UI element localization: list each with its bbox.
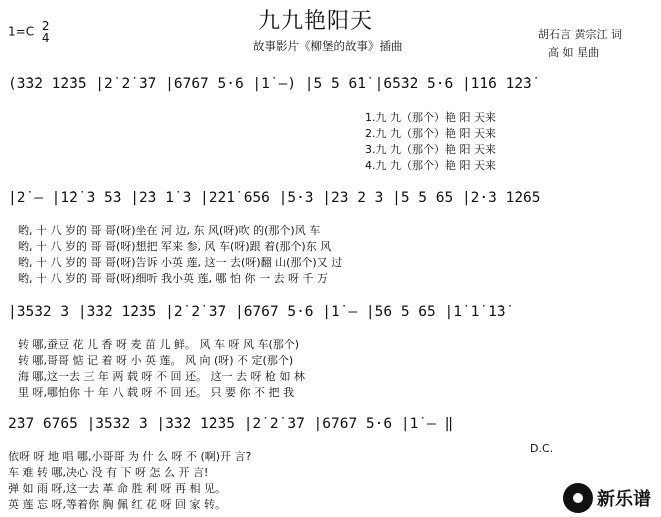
- song-subtitle: 故事影片《柳堡的故事》插曲: [253, 39, 403, 53]
- lyric-2-1: 哟, 十 八 岁的 哥 哥(呀)坐在 河 边, 东 风(呀)吹 的(那个)风 车: [18, 224, 321, 237]
- lyric-4-4: 英 莲 忘 呀,等着你 胸 佩 红 花 呀 回 家 转。: [8, 498, 226, 511]
- lyric-2-2: 哟, 十 八 岁的 哥 哥(呀)想把 军来 参, 风 车(呀)跟 着(那个)东 风: [18, 240, 332, 253]
- da-capo-mark: D.C.: [530, 442, 554, 455]
- lyric-3-1: 转 哪,蚕豆 花 儿 香 呀 麦 苗 儿 鲜。 风 车 呀 风 车(那个): [18, 338, 300, 351]
- lyric-1-3: 3.九 九（那个）艳 阳 天来: [365, 143, 496, 156]
- notation-line-2: |2̇ – |1̇2̇ 3 5̇3 |2̇3 1̇ 3 |2̇2̇1̇ 656 |5·3 |23 2 3 |5 5 65 |2·3 1̇265: [8, 190, 541, 206]
- lyric-1-2: 2.九 九（那个）艳 阳 天来: [365, 127, 496, 140]
- lyric-3-4: 里 呀,哪怕你 十 年 八 载 呀 不 回 还。 只 要 你 不 把 我: [18, 386, 294, 399]
- notation-line-4: 2̇37 6765 |3532 3 |3̇3̇2 1̇2̇3̇5 |2̇ 2̇ 3̇7 |6767 5·6 |1̇ – ‖: [8, 416, 454, 432]
- site-logo: [563, 483, 651, 513]
- time-signature-top: 2: [41, 19, 50, 33]
- notation-line-3: |3532 3 |3̇3̇2 1̇2̇3̇5 |2̇ 2̇ 3̇7 |6767 5·6 |1̇ – |56 5 65 |1̇ 1̇ 1̇3̇: [8, 304, 506, 320]
- notation-line-1: (3̇3̇2 1̇2̇3̇5 |2̇ 2̇ 3̇7 |6767 5·6 |1̇ –) |5 5 6̇1̇ |6̇5̇3̇2 5·6 |1̇1̇6 1̇2̇3̇: [8, 76, 532, 92]
- lyric-2-3: 哟, 十 八 岁的 哥 哥(呀)告诉 小英 莲, 这一 去(呀)翻 山(那个)又 过: [18, 256, 343, 269]
- song-title: 九九艳阳天: [258, 9, 374, 34]
- composer-credit: 高 如 星曲: [548, 46, 599, 59]
- lyric-4-1: 依呀 呀 地 唱 哪,小哥哥 为 什 么 呀 不 (啊)开 言?: [8, 450, 252, 463]
- lyric-1-4: 4.九 九（那个）艳 阳 天来: [365, 159, 496, 172]
- lyric-2-4: 哟, 十 八 岁的 哥 哥(呀)细听 我小英 莲, 哪 怕 你 一 去 呀 千 万: [18, 272, 329, 285]
- key-signature: 1=C 2 4: [8, 19, 50, 45]
- lyric-4-3: 弹 如 雨 呀,这一去 革 命 胜 利 呀 再 相 见。: [8, 482, 226, 495]
- lyric-1-1: 1.九 九（那个）艳 阳 天来: [365, 111, 496, 124]
- record-icon: [563, 483, 593, 513]
- lyric-4-2: 车 难 转 哪,决心 没 有 下 呀 怎 么 开 言!: [8, 466, 209, 479]
- lyricist-credit: 胡石言 黄宗江 词: [538, 28, 622, 41]
- time-signature-bottom: 4: [41, 31, 50, 45]
- logo-text: 新乐谱: [597, 489, 651, 510]
- lyric-3-2: 转 哪,哥哥 惦 记 着 呀 小 英 莲。 风 向 (呀) 不 定(那个): [18, 354, 294, 367]
- lyric-3-3: 海 哪,这一去 三 年 两 载 呀 不 回 还。 这一 去 呀 枪 如 林: [18, 370, 305, 383]
